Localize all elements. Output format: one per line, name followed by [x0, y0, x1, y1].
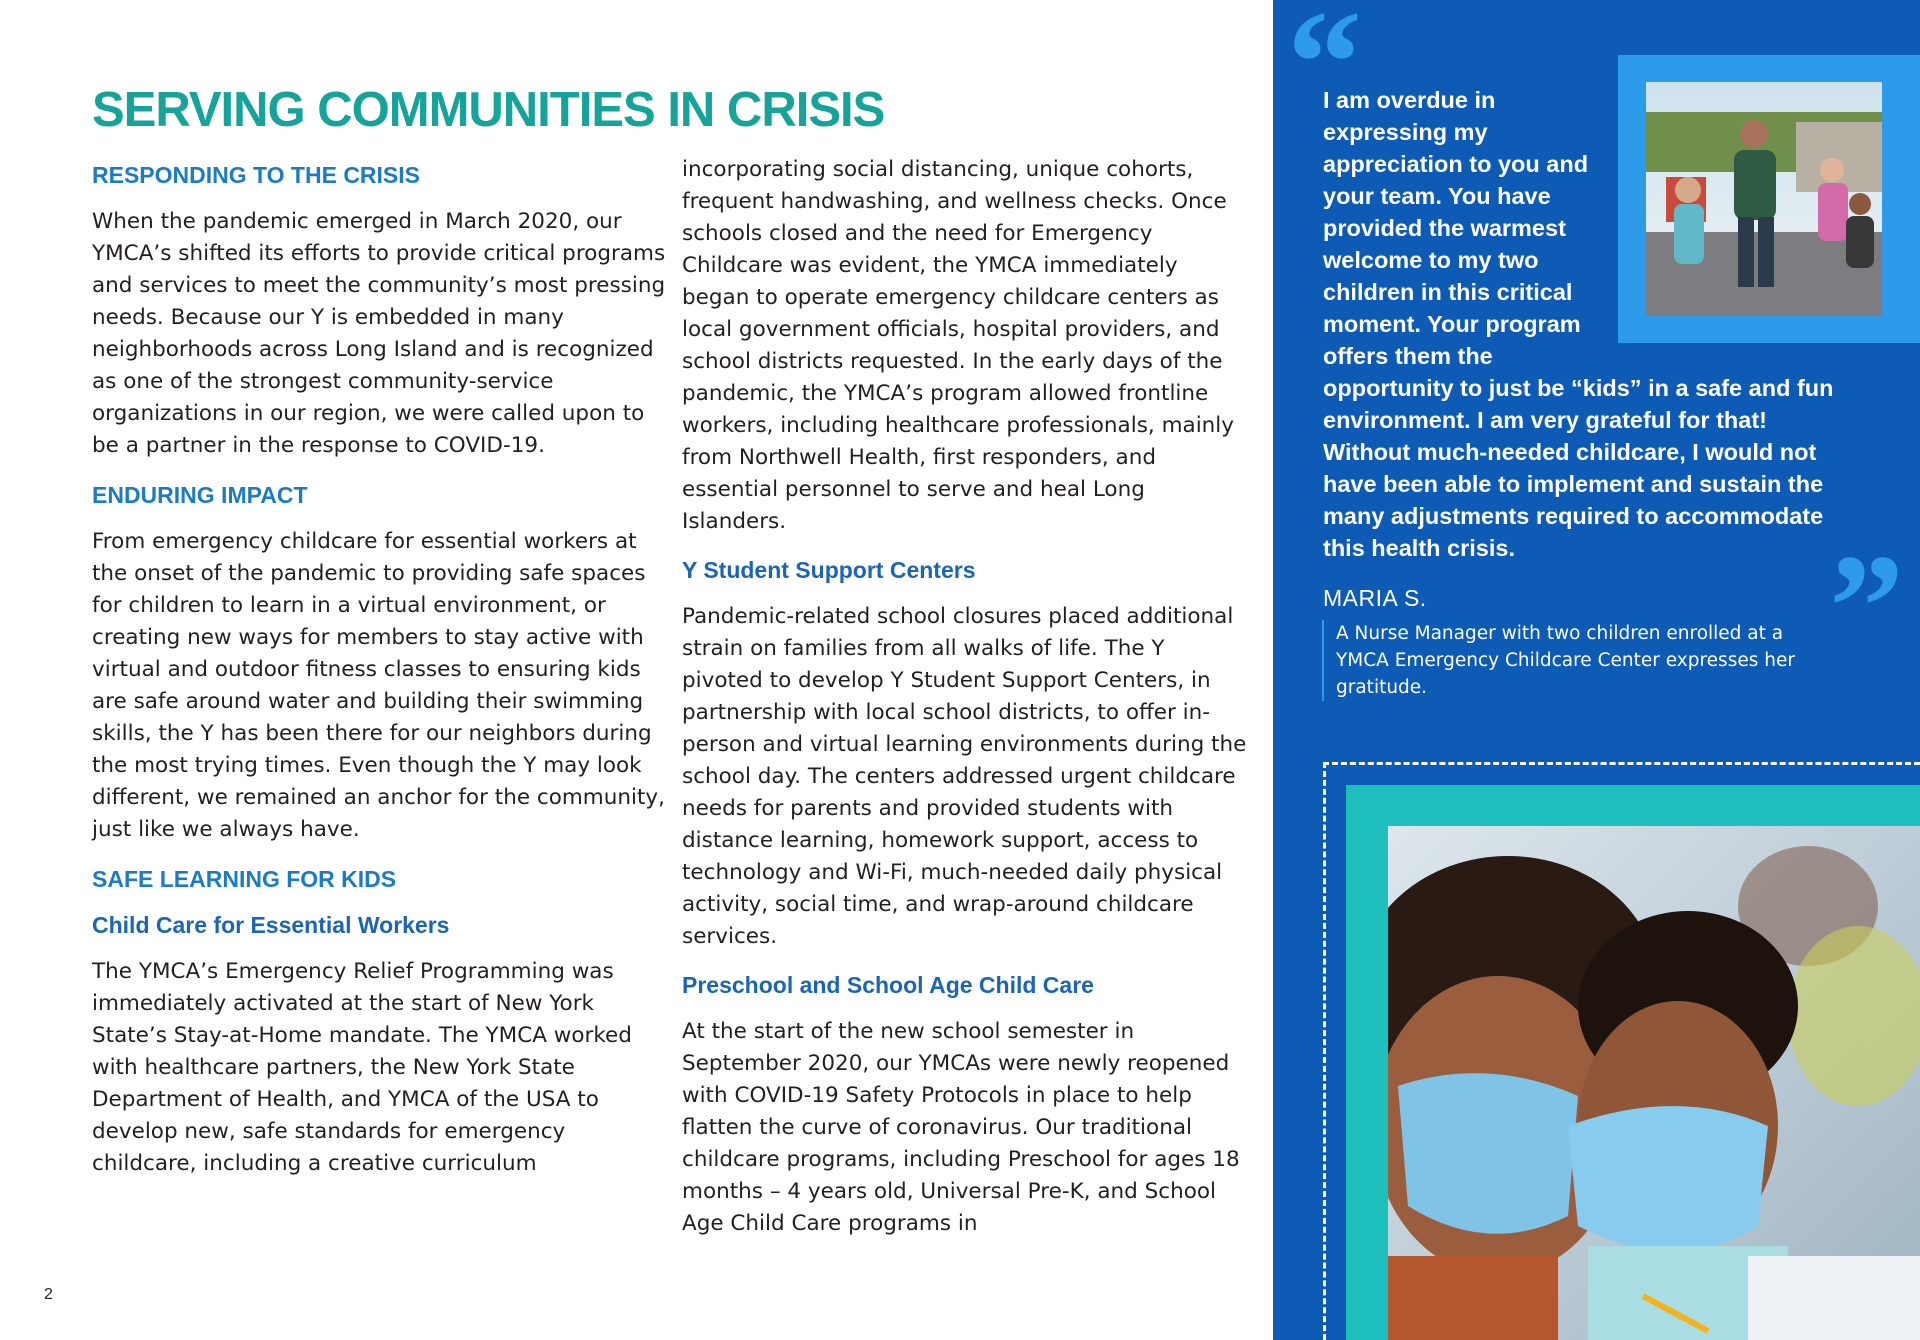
left-column [92, 160, 672, 1197]
preschool-subheading: Preschool and School Age Child Care [682, 972, 1094, 998]
safe-learning-heading: SAFE LEARNING FOR KIDS [92, 866, 397, 892]
quote-author: MARIA S. [1323, 585, 1427, 611]
open-quote-icon: “ [1287, 0, 1362, 146]
testimonial-panel [1273, 0, 1920, 1340]
masked-children-photo [1388, 826, 1920, 1340]
childcare-paragraph: The YMCA’s Emergency Relief Programming was immediately activated at the start of New York State’s Stay-at-Home mandate. The YMCA worked with healthcare partners, the New York State Department of Health, and YMCA of the USA to develop new, safe standards for emergency childcare, including a creative curriculum [92, 959, 632, 1176]
responding-paragraph: When the pandemic emerged in March 2020, our YMCA’s shifted its efforts to provide critical programs and services to meet the community’s most pressing needs. Because our Y is embedded in many neighborhoods across Long Island and is recognized as one of the strongest community-service organizations in our region, we were called upon to be a partner in the response to COVID-19. [92, 209, 666, 458]
quote-author-role: A Nurse Manager with two children enrolled at a YMCA Emergency Childcare Center expresses her gratitude. [1322, 620, 1811, 701]
continued-paragraph: incorporating social distancing, unique cohorts, frequent handwashing, and wellness checks. Once schools closed and the need for Emergency Childcare was evident, the YMCA immediately began to operate emergency childcare centers as local government officials, hospital providers, and school districts requested. In the early days of the pandemic, the YMCA’s program allowed frontline workers, including healthcare professionals, mainly from Northwell Health, first responders, and essential personnel to serve and heal Long Islanders. [682, 157, 1234, 534]
quote-text-part2: opportunity to just be “kids” in a safe and fun environment. I am very grateful for that! Without much-needed childcare, I would not have been able to implement and sustain the many adjustments required to accommodate this health crisis. [1323, 375, 1834, 561]
dashed-frame-top [1323, 762, 1920, 765]
page-title: SERVING COMMUNITIES IN CRISIS [92, 83, 885, 137]
quote-text-part1: I am overdue in expressing my appreciation to you and your team. You have provided the warmest welcome to my two children in this critical moment. Your program offers them the [1323, 87, 1589, 369]
responding-heading: RESPONDING TO THE CRISIS [92, 162, 421, 188]
enduring-impact-paragraph: From emergency childcare for essential workers at the onset of the pandemic to providing safe spaces for children to learn in a virtual environment, or creating new ways for members to stay active with virtual and outdoor fitness classes to ensuring kids are safe around water and building their swimming skills, the Y has been there for our neighbors during the most trying times. Even though the Y may look different, we remained an anchor for the community, just like we always have. [92, 529, 665, 842]
page-number: 2 [44, 1286, 53, 1303]
testimonial-quote [1323, 84, 1843, 564]
preschool-paragraph: At the start of the new school semester in September 2020, our YMCAs were newly reopened with COVID-19 Safety Protocols in place to help flatten the curve of coronavirus. Our traditional childcare programs, including Preschool for ages 18 months – 4 years old, Universal Pre-K, and School Age Child Care programs in [682, 1019, 1240, 1236]
childcare-subheading: Child Care for Essential Workers [92, 912, 450, 938]
close-quote-icon: ” [1829, 524, 1904, 690]
middle-column [682, 154, 1247, 1257]
dashed-frame-left [1323, 762, 1326, 1340]
student-support-paragraph: Pandemic-related school closures placed additional strain on families from all walks of life. The Y pivoted to develop Y Student Support Centers, in partnership with local school districts, to offer in-person and virtual learning environments during the school day. The centers addressed urgent childcare needs for parents and provided students with distance learning, homework support, access to technology and Wi-Fi, much-needed daily physical activity, social time, and wrap-around childcare services. [682, 604, 1247, 949]
enduring-impact-heading: ENDURING IMPACT [92, 482, 308, 508]
student-support-subheading: Y Student Support Centers [682, 557, 976, 583]
